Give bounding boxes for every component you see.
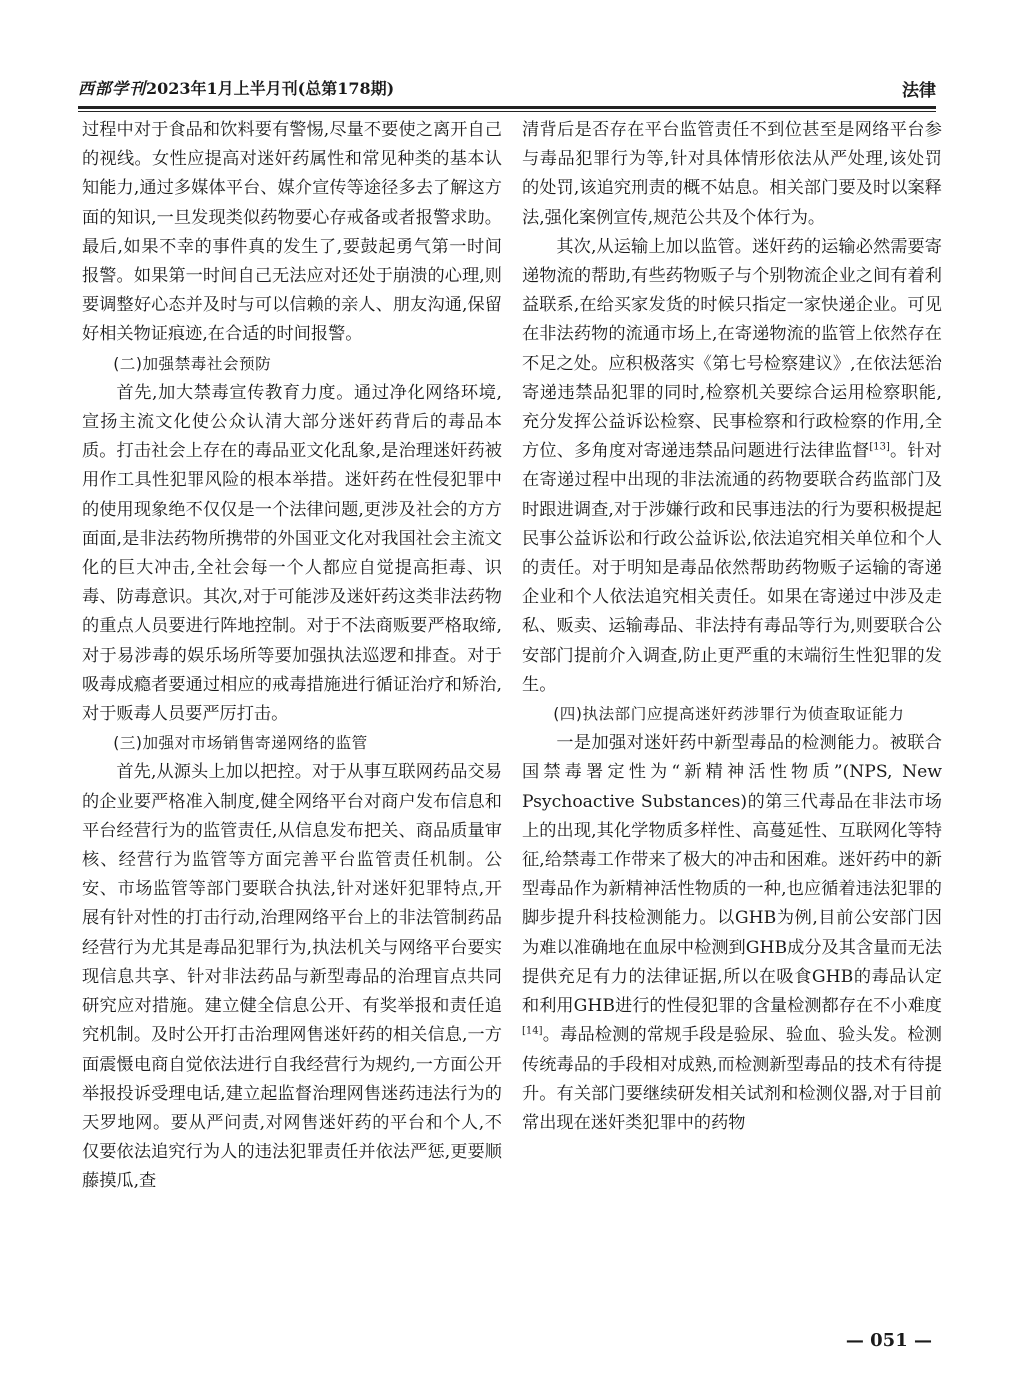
subsection-heading: (三)加强对市场销售寄递网络的监管: [113, 734, 368, 753]
paragraph: [522, 729, 942, 1138]
paragraph-text: 其次,从运输上加以监管。迷奸药的运输必然需要寄递物流的帮助,有些药物贩子与个别物流企业之间有着利益联系,在给买家发货的时候只指定一家快递企业。可见在非法药物的流通市场上,在寄递物流的监管上依然存在不足之处。应积极落实《第七号检察建议》,在依法惩治寄递违禁品犯罪的同时,检察机关要综合运用检察职能,充分发挥公益诉讼检察、民事检察和行政检察的作用,全方位、多角度对寄递违禁品问题进行法律监督: [522, 236, 942, 462]
journal-issue: 2023年1月上半月刊(总第178期): [146, 79, 395, 98]
paragraph: 首先,加大禁毒宣传教育力度。通过净化网络环境,宣扬主流文化使公众认清大部分迷奸药背后的毒品本质。打击社会上存在的毒品亚文化乱象,是治理迷奸药被用作工具性犯罪风险的根本举措。迷奸药在性侵犯罪中的使用现象绝不仅仅是一个法律问题,更涉及社会的方方面面,是非法药物所携带的外国亚文化对我国社会主流文化的巨大冲击,全社会每一个人都应自觉提高拒毒、识毒、防毒意识。其次,对于可能涉及迷奸药这类非法药物的重点人员要进行阵地控制。对于不法商贩要严格取缔,对于易涉毒的娱乐场所等要加强执法巡逻和排查。对于吸毒成瘾者要通过相应的戒毒措施进行循证治疗和矫治,对于贩毒人员要严厉打击。: [82, 382, 502, 725]
header-rule-thick: [78, 106, 936, 109]
right-column: [522, 116, 942, 1138]
paragraph-text: 。针对在寄递过程中出现的非法流通的药物要联合药监部门及时跟进调查,对于涉嫌行政和民事违法的行为要积极提起民事公益诉讼和行政公益诉讼,依法追究相关单位和个人的责任。对于明知是毒品依然帮助药物贩子运输的寄递企业和个人依法追究相关责任。如果在寄递过中涉及走私、贩卖、运输毒品、非法持有毒品等行为,则要联合公安部门提前介入调查,防止更严重的末端衍生性犯罪的发生。: [522, 441, 942, 695]
paragraph-text: 一是加强对迷奸药中新型毒品的检测能力。被联合国禁毒署定性为“新精神活性物质”(NPS, New Psychoactive Substances)的第三代毒品在非法市场上的出现,其化学物质多样性、高蔓延性、互联网化等特征,给禁毒工作带来了极大的冲击和困难。迷奸药中的新型毒品作为新精神活性物质的一种,也应循着违法犯罪的脚步提升科技检测能力。以GHB为例,目前公安部门因为难以准确地在血尿中检测到GHB成分及其含量而无法提供充足有力的法律证据,所以在吸食GHB的毒品认定和利用GHB进行的性侵犯罪的含量检测都存在不小难度: [522, 733, 942, 1017]
page-header: [78, 76, 936, 106]
paragraph: [522, 233, 942, 700]
header-rule-thin: [78, 111, 936, 112]
citation-ref[interactable]: [14]: [522, 1025, 543, 1037]
paragraph: 清背后是否存在平台监管责任不到位甚至是网络平台参与毒品犯罪行为等,针对具体情形依法从严处理,该处罚的处罚,该追究刑责的概不姑息。相关部门要及时以案释法,强化案例宣传,规范公共及个体行为。: [522, 120, 942, 228]
journal-logo: 西部学刊: [78, 79, 147, 98]
citation-ref[interactable]: [13]: [869, 441, 890, 453]
section-label: 法律: [902, 81, 936, 101]
paragraph-text: 。毒品检测的常规手段是验尿、验血、验头发。检测传统毒品的手段相对成熟,而检测新型毒品的技术有待提升。有关部门要继续研发相关试剂和检测仪器,对于目前常出现在迷奸类犯罪中的药物: [522, 1025, 942, 1133]
journal-title: [78, 76, 394, 99]
paragraph: 过程中对于食品和饮料要有警惕,尽量不要使之离开自己的视线。女性应提高对迷奸药属性和常见种类的基本认知能力,通过多媒体平台、媒介宣传等途径多去了解这方面的知识,一旦发现类似药物要心存戒备或者报警求助。最后,如果不幸的事件真的发生了,要鼓起勇气第一时间报警。如果第一时间自己无法应对还处于崩溃的心理,则要调整好心态并及时与可以信赖的亲人、朋友沟通,保留好相关物证痕迹,在合适的时间报警。: [82, 120, 502, 345]
subsection-heading: (四)执法部门应提高迷奸药涉罪行为侦查取证能力: [553, 705, 905, 724]
subsection-heading: (二)加强禁毒社会预防: [113, 354, 272, 373]
page-number: — 051 —: [845, 1330, 932, 1351]
left-column: [82, 116, 502, 1197]
paragraph: 首先,从源头上加以把控。对于从事互联网药品交易的企业要严格准入制度,健全网络平台对商户发布信息和平台经营行为的监管责任,从信息发布把关、商品质量审核、经营行为监管等方面完善平台监管责任机制。公安、市场监管等部门要联合执法,针对迷奸犯罪特点,开展有针对性的打击行动,治理网络平台上的非法管制药品经营行为尤其是毒品犯罪行为,执法机关与网络平台要实现信息共享、针对非法药品与新型毒品的治理盲点共同研究应对措施。建立健全信息公开、有奖举报和责任追究机制。及时公开打击治理网售迷奸药的相关信息,一方面震慑电商自觉依法进行自我经营行为规约,一方面公开举报投诉受理电话,建立起监督治理网售迷药违法行为的天罗地网。要从严问责,对网售迷奸药的平台和个人,不仅要依法追究行为人的违法犯罪责任并依法严惩,更要顺藤摸瓜,查: [82, 762, 502, 1192]
